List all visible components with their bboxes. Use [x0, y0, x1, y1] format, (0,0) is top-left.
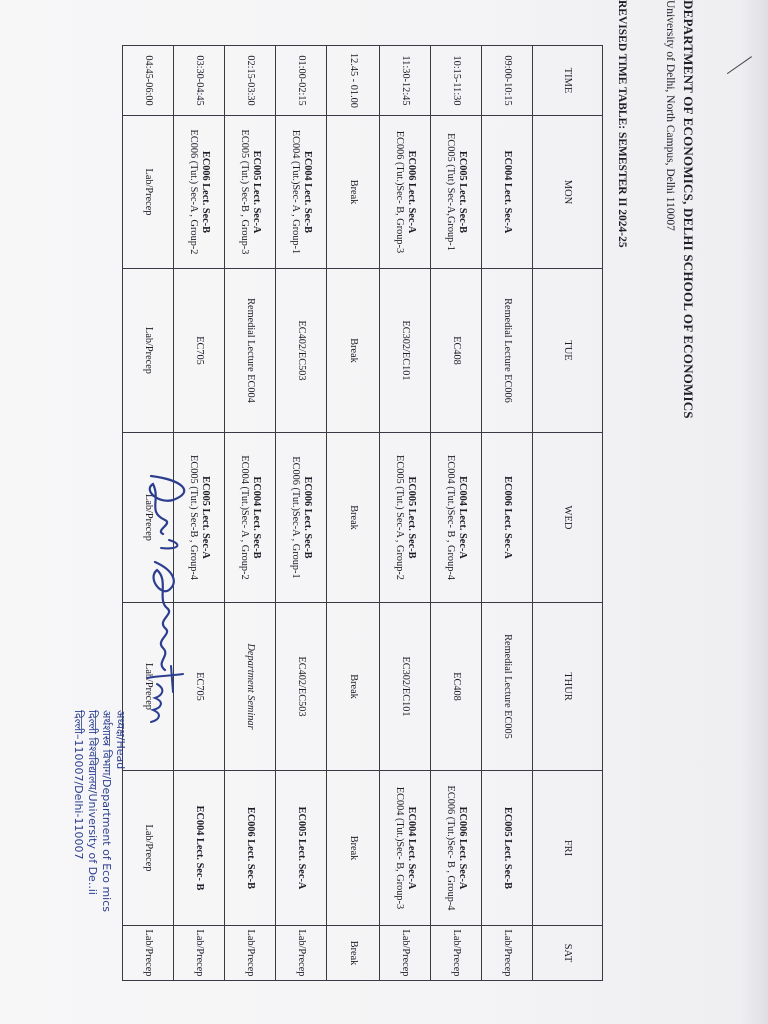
class-title: EC004 Lect. Sec-A [457, 476, 468, 559]
class-cell-sat [380, 926, 431, 981]
class-cell-wed [380, 433, 431, 603]
table-row [482, 46, 533, 981]
class-cell-mon [431, 116, 482, 269]
table-row [431, 46, 482, 981]
class-title: EC004 Lect. Sec-A [406, 806, 417, 890]
class-cell-wed [482, 433, 533, 603]
department-heading: DEPARTMENT OF ECONOMICS, DELHI SCHOOL OF ECONOMICS [681, 0, 696, 419]
time-slot-cell: 03:30-04:45 [174, 46, 225, 116]
class-title: Break [348, 505, 359, 530]
class-subtitle: EC004 (Tut.)Sec- A , Group-2 [239, 455, 250, 580]
class-subtitle: EC006 (Tut.)Sec-A , Group-1 [290, 456, 301, 579]
header-sat: SAT [533, 926, 603, 981]
class-cell-mon [123, 116, 174, 269]
class-cell-wed [225, 433, 276, 603]
class-cell-thur [276, 603, 327, 771]
class-cell-tue [174, 269, 225, 433]
time-slot-cell: 12.45 - 01.00 [327, 46, 380, 116]
class-title: Lab/Precep [194, 929, 205, 977]
class-title: Break [348, 674, 359, 699]
class-cell-mon [225, 116, 276, 269]
class-cell-tue [225, 269, 276, 433]
class-title: Break [348, 338, 359, 363]
class-cell-fri [431, 771, 482, 926]
class-title: Remedial Lecture EC006 [502, 298, 513, 403]
class-title: Break [348, 179, 359, 205]
class-cell-thur [225, 603, 276, 771]
class-cell-fri [482, 771, 533, 926]
stamp-line-university: दिल्ली विश्वविद्यालय/University of De..ii [86, 710, 99, 895]
time-slot-cell: 02:15-03:30 [225, 46, 276, 116]
header-tue: TUE [533, 269, 603, 433]
class-subtitle: EC004 (Tut.)Sec- B, Group-3 [394, 786, 405, 910]
class-title: EC006 Lect. Sec-A [406, 150, 417, 234]
class-cell-thur [380, 603, 431, 771]
class-title: EC005 Lect. Sec-A [200, 476, 211, 559]
class-title: Department Seminar [245, 643, 256, 730]
class-cell-sat [327, 926, 380, 981]
class-subtitle: EC004 (Tut.)Sec- A , Group-1 [290, 129, 301, 255]
class-title: EC004 Lect. Sec- B [194, 805, 205, 891]
class-cell-fri [276, 771, 327, 926]
class-title: Remedial Lecture EC004 [245, 298, 256, 403]
class-title: EC006 Lect. Sec-A [457, 806, 468, 890]
timetable-title: REVISED TIME TABLE: SEMESTER II 2024-25 [616, 0, 628, 248]
class-title: Lab/Precep [502, 929, 513, 977]
class-title: EC005 Lect. Sec-B [502, 806, 513, 890]
class-cell-wed [276, 433, 327, 603]
header-thur: THUR [533, 603, 603, 771]
time-slot-cell: 01:00-02:15 [276, 46, 327, 116]
class-cell-thur [482, 603, 533, 771]
class-cell-thur [431, 603, 482, 771]
class-title: EC004 Lect. Sec-A [502, 150, 513, 234]
class-subtitle: EC006 (Tut.)Sec- B, Group-3 [394, 130, 405, 254]
class-cell-tue [482, 269, 533, 433]
class-title: Remedial Lecture EC005 [502, 634, 513, 739]
class-cell-tue [431, 269, 482, 433]
class-title: EC705 [194, 336, 205, 365]
class-cell-mon [380, 116, 431, 269]
class-cell-mon [276, 116, 327, 269]
stamp-line-department: अर्थशास्त्र विभाग/Department of Eco mics [100, 710, 113, 912]
class-subtitle: EC004 (Tut.)Sec- B , Group-4 [445, 455, 456, 580]
class-subtitle: EC006 (Tut.)Sec- B , Group-4 [445, 785, 456, 911]
day-header-row [533, 46, 603, 981]
class-title: Lab/Precep [400, 929, 411, 977]
pen-mark [727, 56, 752, 74]
header-fri: FRI [533, 771, 603, 926]
class-cell-tue [123, 269, 174, 433]
header-mon: MON [533, 116, 603, 269]
table-row [327, 46, 380, 981]
table-row [380, 46, 431, 981]
class-title: Break [348, 835, 359, 861]
class-title: EC005 Lect. Sec-A [296, 806, 307, 890]
class-cell-mon [327, 116, 380, 269]
class-title: Lab/Precep [143, 494, 154, 541]
class-cell-mon [174, 116, 225, 269]
time-slot-cell: 04:45-06:00 [123, 46, 174, 116]
header-wed: WED [533, 433, 603, 603]
stamp-line-head: अध्यक्ष/Head [114, 710, 127, 770]
class-cell-wed [431, 433, 482, 603]
class-title: EC408 [451, 336, 462, 365]
class-title: EC402/EC503 [296, 320, 307, 381]
class-title: EC302/EC101 [400, 656, 411, 717]
time-slot-cell: 10:15-11:30 [431, 46, 482, 116]
class-cell-tue [380, 269, 431, 433]
class-cell-fri [174, 771, 225, 926]
class-cell-sat [431, 926, 482, 981]
class-subtitle: EC005 (Tut.) Sec-B , Group-3 [239, 129, 250, 255]
class-subtitle: EC005 (Tut) Sec-A,Group-1 [445, 133, 456, 251]
class-cell-fri [225, 771, 276, 926]
class-title: Lab/Precep [143, 168, 154, 216]
signature [123, 470, 213, 730]
class-cell-sat [225, 926, 276, 981]
class-title: Lab/Precep [143, 929, 154, 977]
class-cell-sat [123, 926, 174, 981]
class-title: EC302/EC101 [400, 320, 411, 381]
class-subtitle: EC006 (Tut.) Sec-A , Group-2 [188, 129, 199, 255]
class-title: Lab/Precep [451, 929, 462, 977]
class-cell-tue [276, 269, 327, 433]
class-title: EC006 Lect. Sec-B [302, 476, 313, 559]
class-cell-sat [482, 926, 533, 981]
class-cell-fri [380, 771, 431, 926]
class-cell-sat [174, 926, 225, 981]
class-cell-thur [327, 603, 380, 771]
class-title: EC006 Lect. Sec-B [245, 806, 256, 890]
table-row [276, 46, 327, 981]
class-title: Lab/Precep [143, 663, 154, 710]
class-title: EC005 Lect. Sec-B [406, 476, 417, 559]
time-slot-cell: 09:00-10:15 [482, 46, 533, 116]
table-row [225, 46, 276, 981]
class-title: EC408 [451, 672, 462, 701]
class-title: EC006 Lect. Sec-A [502, 476, 513, 559]
class-title: Lab/Precep [143, 824, 154, 872]
class-subtitle: EC005 (Tut.) Sec-A , Group-2 [394, 455, 405, 580]
class-title: EC005 Lect. Sec-B [457, 150, 468, 234]
class-cell-tue [327, 269, 380, 433]
class-cell-fri [123, 771, 174, 926]
class-title: EC004 Lect. Sec-B [251, 476, 262, 559]
header-time: TIME [533, 46, 603, 116]
class-title: EC004 Lect. Sec-B [302, 150, 313, 234]
class-title: EC006 Lect. Sec-B [200, 150, 211, 234]
time-slot-cell: 11:30-12:45 [380, 46, 431, 116]
university-address: University of Delhi, North Campus, Delhi 110007 [664, 0, 676, 231]
class-subtitle: EC005 (Tut.) Sec-B , Group-4 [188, 455, 199, 580]
class-title: Break [348, 940, 359, 966]
class-title: EC705 [194, 672, 205, 701]
class-cell-wed [327, 433, 380, 603]
class-title: Lab/Precep [245, 929, 256, 977]
class-title: EC005 Lect. Sec-A [251, 150, 262, 234]
class-cell-sat [276, 926, 327, 981]
class-title: Lab/Precep [143, 327, 154, 374]
class-cell-mon [482, 116, 533, 269]
class-title: Lab/Precep [296, 929, 307, 977]
class-title: EC402/EC503 [296, 656, 307, 717]
stamp-line-city: दिल्ली–110007/Delhi-110007 [72, 710, 85, 860]
class-cell-fri [327, 771, 380, 926]
